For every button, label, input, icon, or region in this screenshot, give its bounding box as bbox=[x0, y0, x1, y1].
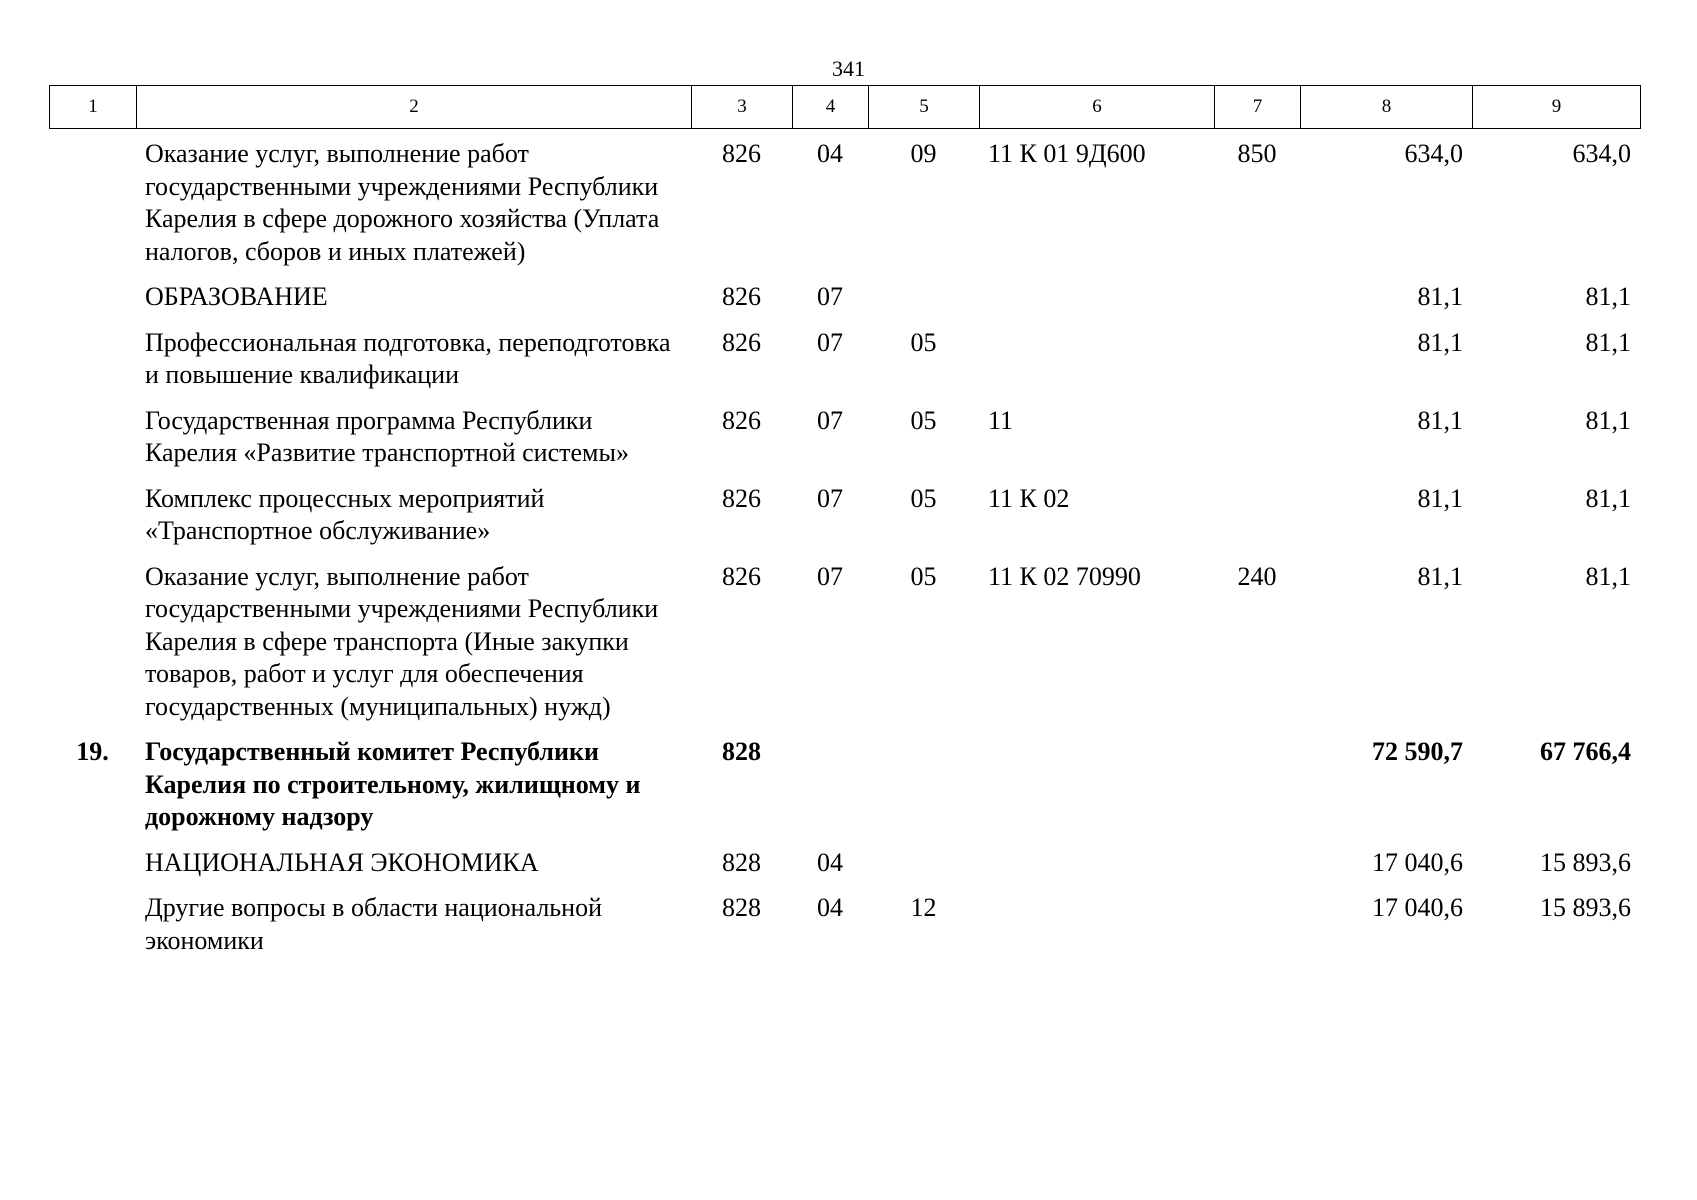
row-col-5: 05 bbox=[910, 327, 937, 357]
row-col-3: 828 bbox=[722, 847, 761, 877]
row-number bbox=[49, 555, 136, 731]
row-col-9: 81,1 bbox=[1585, 282, 1631, 311]
row-number bbox=[49, 321, 136, 399]
column-header-9: 9 bbox=[1473, 86, 1641, 129]
row-number: 19. bbox=[76, 737, 109, 766]
row-name: Оказание услуг, выполнение работ государственными учреждениями Республики Карелия в сфере дорожного хозяйства (Уплата налогов, сборов и иных платежей) bbox=[145, 139, 660, 266]
row-col-8: 17 040,6 bbox=[1372, 893, 1463, 922]
table-row bbox=[49, 321, 1640, 399]
row-col-3: 826 bbox=[722, 483, 761, 513]
row-col-4: 07 bbox=[817, 483, 843, 513]
column-header-row bbox=[50, 86, 1641, 129]
row-col-5 bbox=[868, 275, 979, 321]
row-col-5: 05 bbox=[910, 483, 937, 513]
column-header-4: 4 bbox=[793, 86, 869, 129]
row-col-5 bbox=[868, 841, 979, 887]
row-col-4: 04 bbox=[817, 893, 843, 922]
row-col-9: 81,1 bbox=[1585, 561, 1631, 591]
budget-table bbox=[49, 132, 1640, 964]
row-col-4: 04 bbox=[817, 139, 843, 168]
column-header-5: 5 bbox=[869, 86, 980, 129]
row-col-4: 07 bbox=[817, 282, 843, 311]
row-col-3: 828 bbox=[722, 893, 761, 922]
row-col-7 bbox=[1214, 841, 1300, 887]
row-col-8: 81,1 bbox=[1417, 483, 1463, 513]
row-col-9: 81,1 bbox=[1585, 327, 1631, 357]
row-name: ОБРАЗОВАНИЕ bbox=[145, 282, 328, 311]
row-col-9: 67 766,4 bbox=[1540, 737, 1631, 766]
row-col-7 bbox=[1214, 730, 1300, 841]
row-name: Оказание услуг, выполнение работ государственными учреждениями Республики Карелия в сфере транспорта (Иные закупки товаров, работ и услуг для обеспечения государственных (муниципальных) нужд) bbox=[145, 561, 659, 721]
row-name: Другие вопросы в области национальной экономики bbox=[145, 893, 602, 955]
row-col-9: 634,0 bbox=[1572, 139, 1631, 168]
row-col-7 bbox=[1214, 321, 1300, 399]
row-col-8: 72 590,7 bbox=[1372, 737, 1463, 766]
row-name: Государственная программа Республики Карелия «Развитие транспортной системы» bbox=[145, 405, 629, 467]
row-col-5: 12 bbox=[910, 893, 937, 922]
column-header-8: 8 bbox=[1301, 86, 1473, 129]
row-col-6: 11 К 01 9Д600 bbox=[988, 139, 1146, 168]
row-col-6 bbox=[979, 841, 1214, 887]
table-row bbox=[49, 477, 1640, 555]
row-col-3: 826 bbox=[722, 139, 761, 168]
row-col-6 bbox=[979, 321, 1214, 399]
row-col-6 bbox=[979, 886, 1214, 964]
row-col-6: 11 К 02 bbox=[988, 483, 1070, 513]
row-col-3: 826 bbox=[722, 327, 761, 357]
row-col-5 bbox=[868, 730, 979, 841]
row-col-7 bbox=[1214, 275, 1300, 321]
row-col-3: 826 bbox=[722, 561, 761, 591]
row-number bbox=[49, 399, 136, 477]
row-col-8: 634,0 bbox=[1404, 139, 1463, 168]
row-number bbox=[49, 275, 136, 321]
row-col-9: 15 893,6 bbox=[1540, 893, 1631, 922]
column-header-table bbox=[49, 85, 1641, 129]
row-col-8: 81,1 bbox=[1417, 561, 1463, 591]
row-col-7: 240 bbox=[1237, 561, 1277, 591]
row-name: Комплекс процессных мероприятий «Транспортное обслуживание» bbox=[145, 483, 545, 545]
row-col-9: 81,1 bbox=[1585, 405, 1631, 435]
row-col-4 bbox=[792, 730, 868, 841]
row-col-8: 81,1 bbox=[1417, 282, 1463, 311]
row-col-8: 81,1 bbox=[1417, 327, 1463, 357]
row-col-5: 05 bbox=[910, 561, 937, 591]
table-row bbox=[49, 886, 1640, 964]
table-row bbox=[49, 132, 1640, 275]
row-col-9: 81,1 bbox=[1585, 483, 1631, 513]
table-row bbox=[49, 399, 1640, 477]
row-col-7: 850 bbox=[1237, 139, 1277, 168]
row-col-6 bbox=[979, 730, 1214, 841]
row-col-8: 17 040,6 bbox=[1372, 847, 1463, 877]
row-col-6 bbox=[979, 275, 1214, 321]
row-col-3: 828 bbox=[722, 737, 761, 766]
row-col-4: 07 bbox=[817, 405, 843, 435]
row-col-4: 07 bbox=[817, 327, 843, 357]
row-number bbox=[49, 886, 136, 964]
row-col-4: 04 bbox=[817, 847, 843, 877]
row-number bbox=[49, 132, 136, 275]
row-number bbox=[49, 477, 136, 555]
column-header-6: 6 bbox=[980, 86, 1215, 129]
row-col-7 bbox=[1214, 399, 1300, 477]
table-row bbox=[49, 555, 1640, 731]
row-name: Государственный комитет Республики Карелия по строительному, жилищному и дорожному надзору bbox=[145, 737, 641, 831]
row-name: НАЦИОНАЛЬНАЯ ЭКОНОМИКА bbox=[145, 847, 539, 877]
row-col-5: 05 bbox=[910, 405, 937, 435]
page-number: 341 bbox=[832, 56, 865, 81]
row-col-6: 11 bbox=[988, 405, 1014, 435]
column-header-1: 1 bbox=[50, 86, 137, 129]
table-row bbox=[49, 275, 1640, 321]
column-header-7: 7 bbox=[1215, 86, 1301, 129]
row-number bbox=[49, 841, 136, 887]
row-col-3: 826 bbox=[722, 405, 761, 435]
table-row-section bbox=[49, 730, 1640, 841]
table-row bbox=[49, 841, 1640, 887]
row-col-9: 15 893,6 bbox=[1540, 847, 1631, 877]
row-col-4: 07 bbox=[817, 561, 843, 591]
row-col-3: 826 bbox=[722, 282, 761, 311]
row-col-7 bbox=[1214, 477, 1300, 555]
row-col-6: 11 К 02 70990 bbox=[988, 561, 1141, 591]
column-header-3: 3 bbox=[692, 86, 793, 129]
row-col-5: 09 bbox=[910, 139, 937, 168]
row-col-8: 81,1 bbox=[1417, 405, 1463, 435]
column-header-2: 2 bbox=[137, 86, 692, 129]
row-col-7 bbox=[1214, 886, 1300, 964]
row-name: Профессиональная подготовка, переподготовка и повышение квалификации bbox=[145, 327, 671, 389]
